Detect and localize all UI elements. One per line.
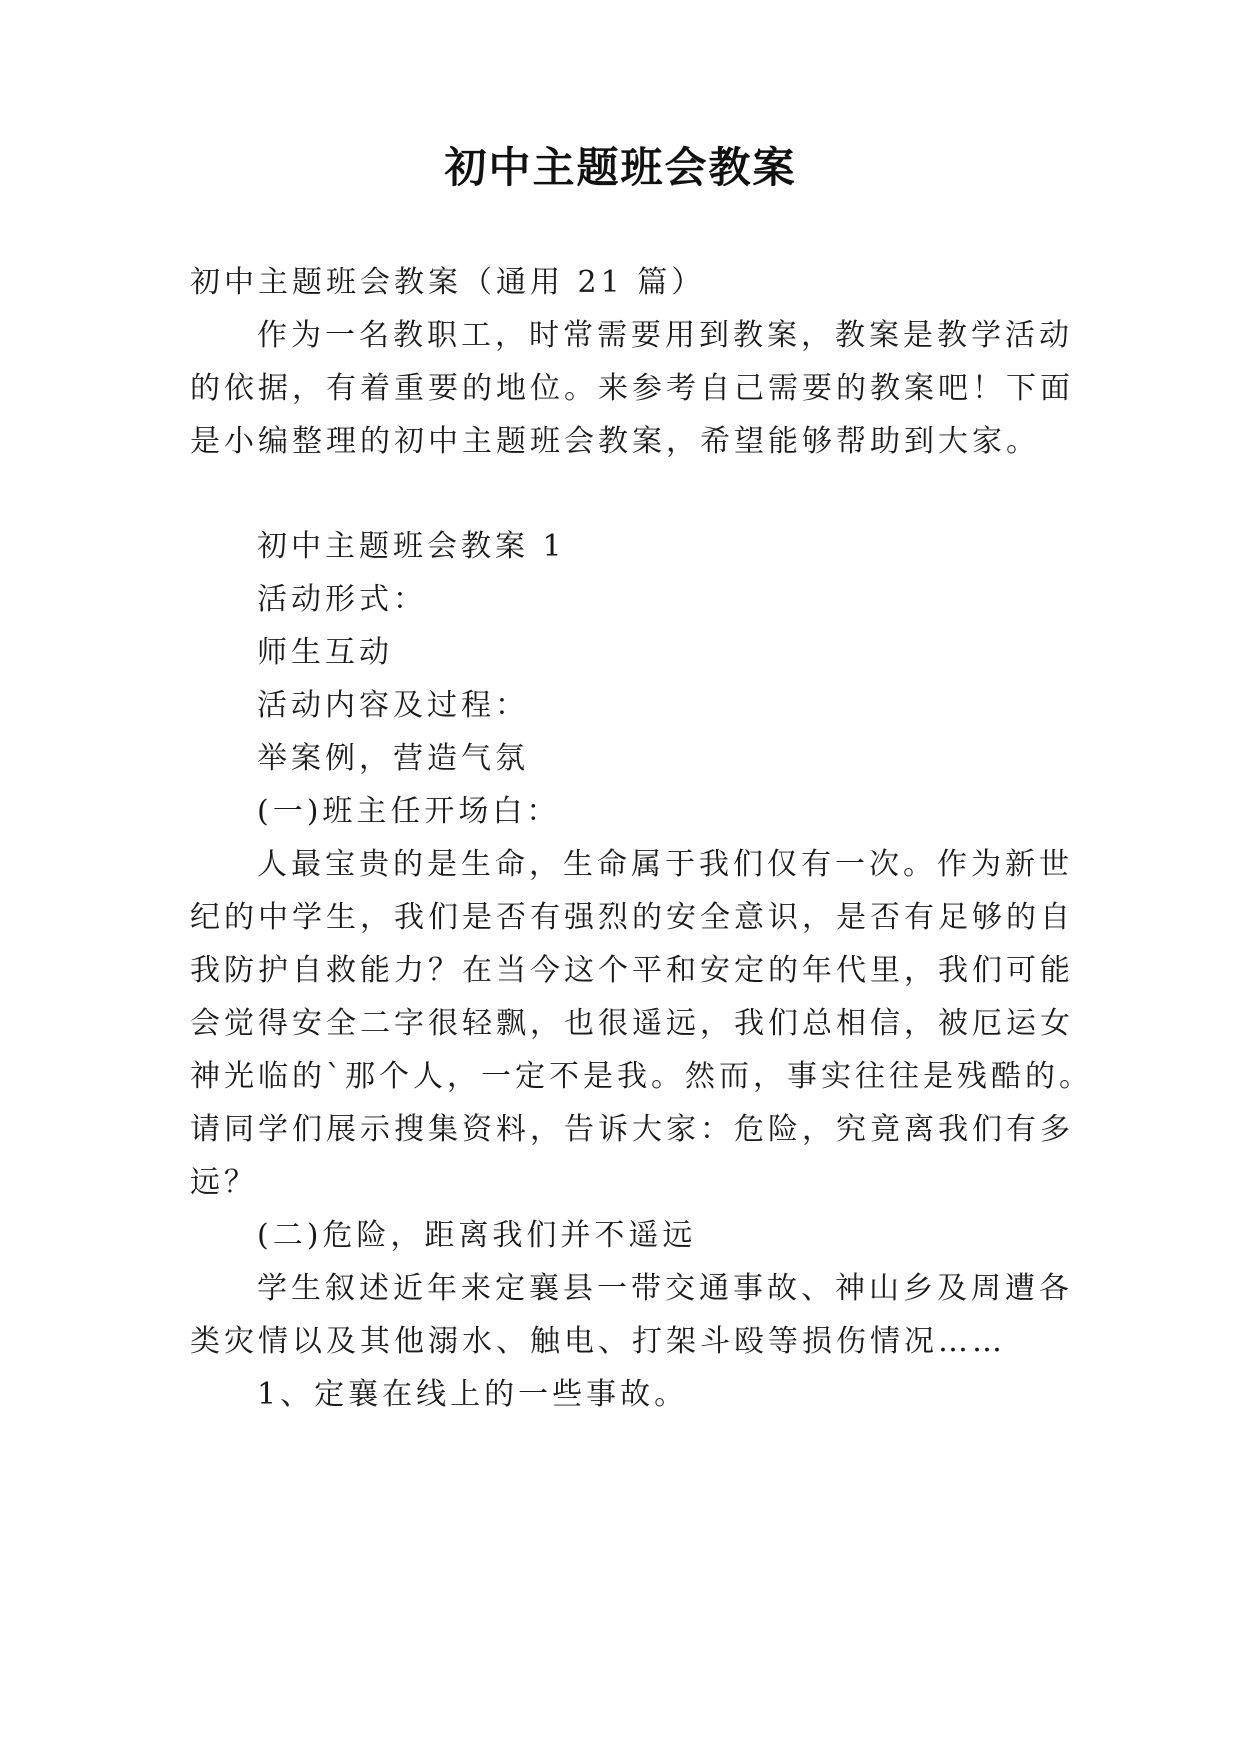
part1-line-1: 人最宝贵的是生命，生命属于我们仅有一次。作为新世 — [257, 847, 1073, 882]
intro-line-1: 作为一名教职工，时常需要用到教案，教案是教学活动 — [257, 318, 1073, 353]
document-title: 初中主题班会教案 — [444, 143, 797, 192]
part1-line-5: 神光临的`那个人，一定不是我。然而，事实往往是残酷的。 — [190, 1059, 1093, 1094]
activity-form-value: 师生互动 — [257, 635, 393, 670]
part2-heading: (二)危险，距离我们并不遥远 — [257, 1218, 697, 1253]
list-item-1: 1、定襄在线上的一些事故。 — [257, 1377, 689, 1412]
part1-heading: (一)班主任开场白： — [257, 794, 561, 829]
step-heading: 举案例，营造气氛 — [257, 741, 529, 776]
part1-line-6: 请同学们展示搜集资料，告诉大家：危险，究竟离我们有多 — [190, 1112, 1074, 1147]
part1-line-2: 纪的中学生，我们是否有强烈的安全意识，是否有足够的自 — [190, 900, 1074, 935]
intro-line-2: 的依据，有着重要的地位。来参考自己需要的教案吧！下面 — [190, 371, 1074, 406]
activity-content-label: 活动内容及过程： — [257, 688, 529, 723]
part2-line-2: 类灾情以及其他溺水、触电、打架斗殴等损伤情况…… — [190, 1324, 1006, 1359]
part1-line-7: 远？ — [190, 1165, 258, 1200]
part1-line-4: 会觉得安全二字很轻飘，也很遥远，我们总相信，被厄运女 — [190, 1006, 1074, 1041]
part1-line-3: 我防护自救能力？在当今这个平和安定的年代里，我们可能 — [190, 953, 1074, 988]
section-heading: 初中主题班会教案 1 — [257, 529, 566, 564]
activity-form-label: 活动形式： — [257, 582, 427, 617]
intro-line-3: 是小编整理的初中主题班会教案，希望能够帮助到大家。 — [190, 424, 1040, 459]
document-subtitle: 初中主题班会教案（通用 21 篇） — [190, 265, 706, 300]
part2-line-1: 学生叙述近年来定襄县一带交通事故、神山乡及周遭各 — [257, 1271, 1073, 1306]
